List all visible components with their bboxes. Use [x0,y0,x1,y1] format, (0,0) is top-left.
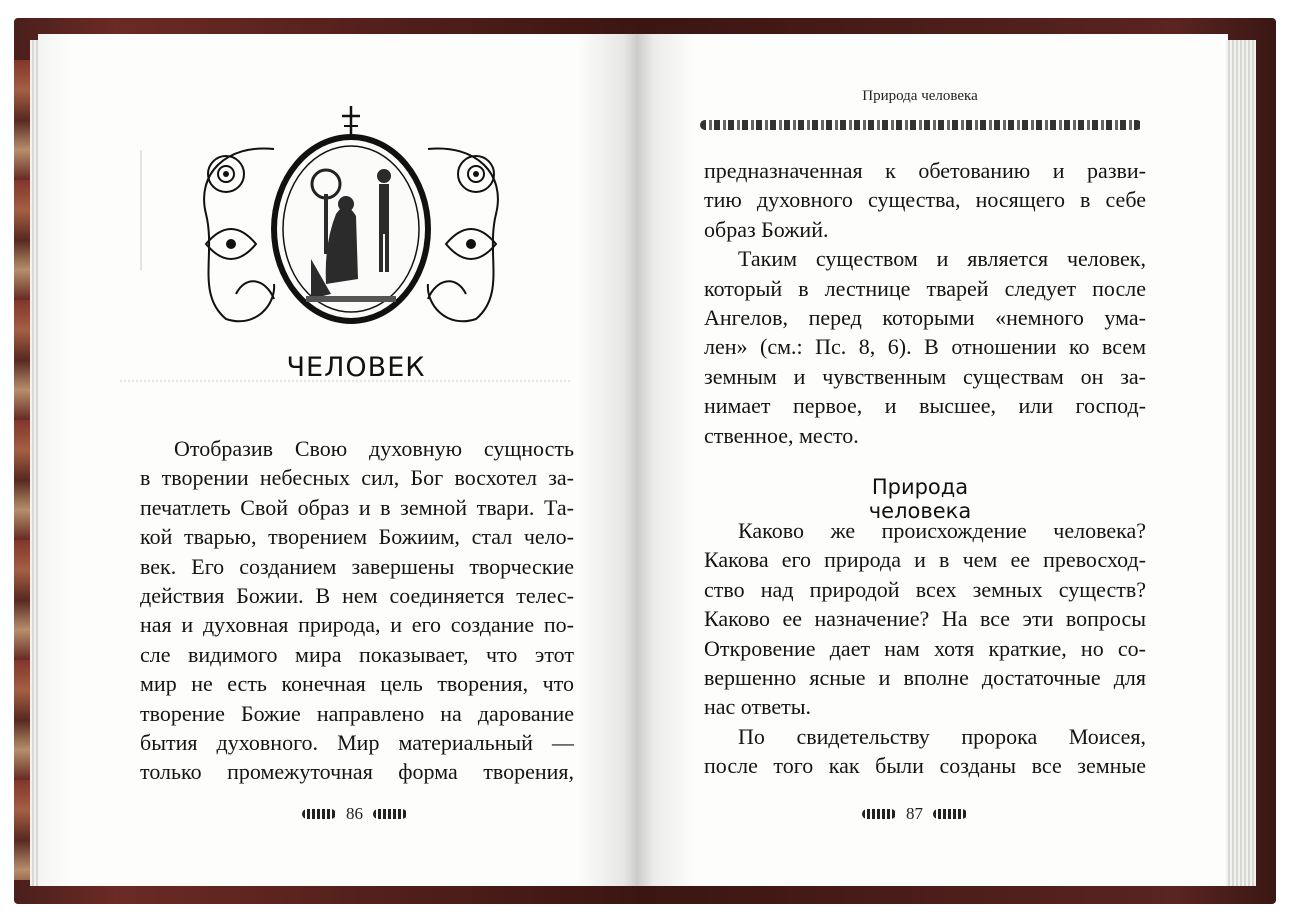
text-line: сле видимого мира показывает, что этот [140,641,574,667]
text-line: нимает первое, и высшее, или господ- [704,393,1146,419]
text-line: ственное, место. [704,422,859,448]
ornament-divider-icon [373,809,407,819]
text-line: в творении небесных сил, Бог восхотел за- [140,465,574,491]
ornament-divider-icon [933,809,967,819]
text-line: Ангелов, перед которыми «немного ума- [704,305,1146,331]
text-line: Таким существом и является человек, [738,246,1146,272]
text-line: Какова его природа и в чем ее превосход- [704,547,1146,573]
right-body-text-top [704,156,1146,450]
page-edges-right [1226,40,1256,886]
text-line: бытия духовного. Мир материальный — [140,730,574,756]
chapter-title: ЧЕЛОВЕК [286,352,426,383]
text-line: Каково ее назначение? На все эти вопросы [704,606,1146,632]
ornament-divider-icon [302,809,336,819]
section-subheading: Природа человека [868,475,972,523]
page-number-left [302,804,407,824]
text-line: Каково же происхождение человека? [738,518,1146,543]
text-line: только промежуточная форма творения, [140,759,574,785]
bleed-through [140,150,182,270]
text-line: после того как были созданы все земные [704,753,1146,779]
bleed-through [120,380,570,422]
right-body-text-bottom [704,516,1146,781]
ornament-divider-icon [700,120,1142,130]
text-line: мир не есть конечная цель творения, что [140,671,574,697]
running-head: Природа человека [862,88,978,104]
text-line: действия Божии. В нем соединяется телес- [140,583,574,609]
text-line: Откровение дает нам хотя краткие, но со- [704,635,1146,661]
text-line: век. Его созданием завершены творческие [140,553,574,579]
text-line: предназначенная к обетованию и разви- [704,158,1146,183]
ornament-divider-icon [862,809,896,819]
text-line: тию духовного существа, носящего в себе [704,187,1146,213]
text-line: По свидетельству пророка Моисея, [738,723,1146,749]
text-line: лен» (см.: Пс. 8, 6). В отношении ко всем [704,334,1146,360]
text-line: печатлеть Свой образ и в земной твари. Та- [140,494,574,520]
text-line: земным и чувственным существам он за- [704,363,1146,389]
left-body-text [140,434,574,787]
text-line: ство над природой всех земных существ? [704,576,1146,602]
text-line: который в лестнице тварей следует после [704,275,1146,301]
text-line: творение Божие направлено на дарование [140,700,574,726]
text-line: нас ответы. [704,694,812,720]
text-line: ная и духовная природа, и его создание по- [140,612,574,638]
emblem-illustration [186,104,516,332]
page-number-right [862,804,967,824]
text-line: Отобразив Свою духовную сущность [174,436,574,461]
text-line: вершенно ясные и вполне достаточные для [704,665,1146,691]
text-line: образ Божий. [704,216,829,242]
page-number: 86 [346,804,363,823]
text-line: кой тварью, творением Божиим, стал чело- [140,524,574,550]
page-number: 87 [906,804,923,823]
